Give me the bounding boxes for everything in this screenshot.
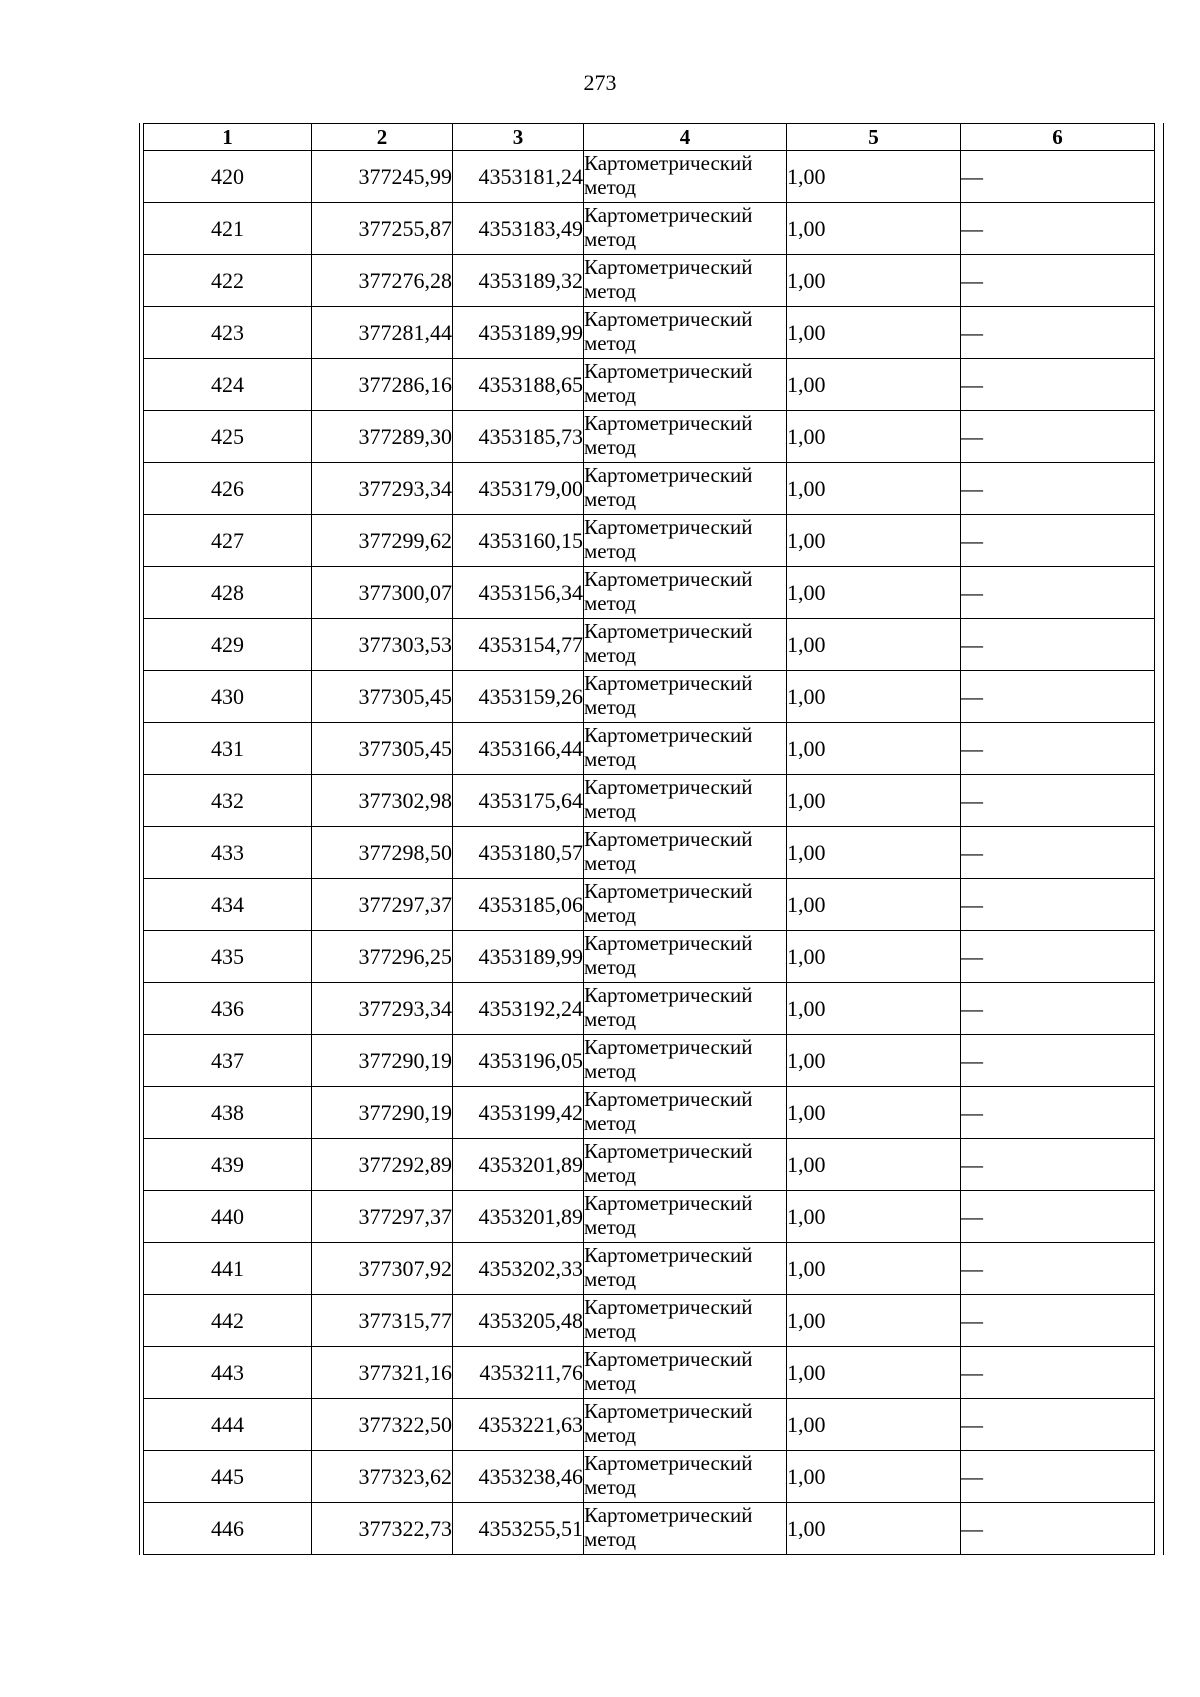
method-text-line: метод [584,643,637,667]
method-text-line: метод [584,851,637,875]
method-text-line: метод [584,1475,637,1499]
point-number-cell: 427 [144,515,312,567]
y-coordinate-cell: 4353192,24 [453,983,584,1035]
method-text-line: метод [584,331,637,355]
table-row [144,1451,1155,1503]
method-cell [584,827,787,879]
method-text-line: метод [584,1267,637,1291]
method-text-line: Картометрический [584,931,753,955]
table-row [144,359,1155,411]
method-cell [584,515,787,567]
method-cell [584,931,787,983]
accuracy-cell: 1,00 [787,359,961,411]
x-coordinate-cell: 377305,45 [312,723,453,775]
point-number-cell: 435 [144,931,312,983]
y-coordinate-cell: 4353189,99 [453,931,584,983]
method-text-line: метод [584,1111,637,1135]
description-cell: — [961,1451,1155,1503]
method-cell [584,1451,787,1503]
y-coordinate-cell: 4353160,15 [453,515,584,567]
method-text-line: Картометрический [584,411,753,435]
y-coordinate-cell: 4353202,33 [453,1243,584,1295]
point-number-cell: 430 [144,671,312,723]
point-number-cell: 439 [144,1139,312,1191]
table-row [144,983,1155,1035]
method-cell [584,359,787,411]
description-cell: — [961,411,1155,463]
method-cell [584,879,787,931]
method-cell [584,255,787,307]
method-text-line: Картометрический [584,359,753,383]
method-text-line: Картометрический [584,671,753,695]
table-header-row [144,124,1155,151]
description-cell: — [961,723,1155,775]
description-cell: — [961,1035,1155,1087]
point-number-cell: 429 [144,619,312,671]
y-coordinate-cell: 4353201,89 [453,1191,584,1243]
table-row [144,619,1155,671]
method-text-line: Картометрический [584,567,753,591]
description-cell: — [961,1087,1155,1139]
method-text-line: Картометрический [584,151,753,175]
table-row [144,307,1155,359]
x-coordinate-cell: 377307,92 [312,1243,453,1295]
method-text-line: метод [584,175,637,199]
y-coordinate-cell: 4353221,63 [453,1399,584,1451]
x-coordinate-cell: 377322,50 [312,1399,453,1451]
accuracy-cell: 1,00 [787,1399,961,1451]
column-header-1: 1 [144,124,312,151]
y-coordinate-cell: 4353181,24 [453,151,584,203]
y-coordinate-cell: 4353205,48 [453,1295,584,1347]
x-coordinate-cell: 377298,50 [312,827,453,879]
y-coordinate-cell: 4353166,44 [453,723,584,775]
method-text-line: метод [584,227,637,251]
method-cell [584,1347,787,1399]
accuracy-cell: 1,00 [787,307,961,359]
method-cell [584,1243,787,1295]
y-coordinate-cell: 4353189,32 [453,255,584,307]
point-number-cell: 423 [144,307,312,359]
x-coordinate-cell: 377286,16 [312,359,453,411]
x-coordinate-cell: 377300,07 [312,567,453,619]
accuracy-cell: 1,00 [787,1347,961,1399]
table-row [144,931,1155,983]
table-row [144,1035,1155,1087]
method-text-line: метод [584,799,637,823]
description-cell: — [961,463,1155,515]
method-text-line: Картометрический [584,1503,753,1527]
x-coordinate-cell: 377323,62 [312,1451,453,1503]
method-text-line: метод [584,435,637,459]
method-cell [584,1399,787,1451]
point-number-cell: 445 [144,1451,312,1503]
point-number-cell: 442 [144,1295,312,1347]
accuracy-cell: 1,00 [787,827,961,879]
method-text-line: Картометрический [584,1347,753,1371]
method-text-line: метод [584,1163,637,1187]
column-header-3: 3 [453,124,584,151]
method-text-line: метод [584,591,637,615]
table-row [144,567,1155,619]
coordinates-table [143,123,1155,1555]
table-row [144,1087,1155,1139]
accuracy-cell: 1,00 [787,671,961,723]
table-row [144,827,1155,879]
x-coordinate-cell: 377293,34 [312,463,453,515]
method-text-line: Картометрический [584,1243,753,1267]
y-coordinate-cell: 4353188,65 [453,359,584,411]
y-coordinate-cell: 4353183,49 [453,203,584,255]
table-row [144,515,1155,567]
table-row [144,723,1155,775]
description-cell: — [961,671,1155,723]
table-row [144,1295,1155,1347]
x-coordinate-cell: 377281,44 [312,307,453,359]
method-text-line: Картометрический [584,879,753,903]
table-row [144,1399,1155,1451]
x-coordinate-cell: 377297,37 [312,879,453,931]
accuracy-cell: 1,00 [787,515,961,567]
x-coordinate-cell: 377245,99 [312,151,453,203]
accuracy-cell: 1,00 [787,983,961,1035]
method-text-line: метод [584,487,637,511]
point-number-cell: 438 [144,1087,312,1139]
description-cell: — [961,827,1155,879]
method-text-line: Картометрический [584,619,753,643]
point-number-cell: 440 [144,1191,312,1243]
method-cell [584,567,787,619]
method-text-line: Картометрический [584,1451,753,1475]
method-text-line: метод [584,1527,637,1551]
description-cell: — [961,567,1155,619]
y-coordinate-cell: 4353156,34 [453,567,584,619]
y-coordinate-cell: 4353179,00 [453,463,584,515]
x-coordinate-cell: 377276,28 [312,255,453,307]
method-text-line: метод [584,1423,637,1447]
x-coordinate-cell: 377297,37 [312,1191,453,1243]
method-cell [584,151,787,203]
y-coordinate-cell: 4353185,06 [453,879,584,931]
point-number-cell: 434 [144,879,312,931]
description-cell: — [961,879,1155,931]
description-cell: — [961,515,1155,567]
method-text-line: Картометрический [584,1295,753,1319]
table-row [144,1347,1155,1399]
method-text-line: метод [584,1371,637,1395]
method-text-line: метод [584,1319,637,1343]
accuracy-cell: 1,00 [787,411,961,463]
table-body [144,151,1155,1555]
description-cell: — [961,1347,1155,1399]
x-coordinate-cell: 377315,77 [312,1295,453,1347]
method-cell [584,1139,787,1191]
y-coordinate-cell: 4353189,99 [453,307,584,359]
accuracy-cell: 1,00 [787,255,961,307]
y-coordinate-cell: 4353196,05 [453,1035,584,1087]
description-cell: — [961,359,1155,411]
description-cell: — [961,255,1155,307]
page-number: 273 [583,70,617,95]
description-cell: — [961,619,1155,671]
accuracy-cell: 1,00 [787,463,961,515]
table-row [144,255,1155,307]
method-text-line: Картометрический [584,463,753,487]
accuracy-cell: 1,00 [787,619,961,671]
y-coordinate-cell: 4353185,73 [453,411,584,463]
accuracy-cell: 1,00 [787,1243,961,1295]
description-cell: — [961,1295,1155,1347]
method-cell [584,671,787,723]
point-number-cell: 426 [144,463,312,515]
accuracy-cell: 1,00 [787,931,961,983]
accuracy-cell: 1,00 [787,1191,961,1243]
y-coordinate-cell: 4353180,57 [453,827,584,879]
column-header-2: 2 [312,124,453,151]
accuracy-cell: 1,00 [787,1451,961,1503]
method-text-line: Картометрический [584,1087,753,1111]
table-row [144,411,1155,463]
method-cell [584,619,787,671]
table-row [144,151,1155,203]
method-text-line: Картометрический [584,1139,753,1163]
method-cell [584,307,787,359]
method-text-line: метод [584,1059,637,1083]
table-row [144,671,1155,723]
accuracy-cell: 1,00 [787,203,961,255]
method-text-line: Картометрический [584,827,753,851]
x-coordinate-cell: 377292,89 [312,1139,453,1191]
method-text-line: Картометрический [584,983,753,1007]
table-row [144,1243,1155,1295]
y-coordinate-cell: 4353154,77 [453,619,584,671]
y-coordinate-cell: 4353159,26 [453,671,584,723]
method-text-line: метод [584,1215,637,1239]
method-cell [584,1295,787,1347]
accuracy-cell: 1,00 [787,1295,961,1347]
method-text-line: Картометрический [584,775,753,799]
x-coordinate-cell: 377290,19 [312,1087,453,1139]
method-text-line: Картометрический [584,515,753,539]
accuracy-cell: 1,00 [787,1035,961,1087]
method-text-line: Картометрический [584,723,753,747]
x-coordinate-cell: 377289,30 [312,411,453,463]
y-coordinate-cell: 4353211,76 [453,1347,584,1399]
method-cell [584,723,787,775]
description-cell: — [961,775,1155,827]
y-coordinate-cell: 4353255,51 [453,1503,584,1555]
method-cell [584,775,787,827]
accuracy-cell: 1,00 [787,1087,961,1139]
point-number-cell: 420 [144,151,312,203]
accuracy-cell: 1,00 [787,567,961,619]
point-number-cell: 424 [144,359,312,411]
description-cell: — [961,1399,1155,1451]
method-text-line: метод [584,695,637,719]
description-cell: — [961,1243,1155,1295]
method-text-line: Картометрический [584,203,753,227]
point-number-cell: 432 [144,775,312,827]
method-cell [584,203,787,255]
point-number-cell: 436 [144,983,312,1035]
y-coordinate-cell: 4353175,64 [453,775,584,827]
accuracy-cell: 1,00 [787,879,961,931]
method-cell [584,983,787,1035]
method-text-line: метод [584,383,637,407]
method-text-line: Картометрический [584,1191,753,1215]
column-header-5: 5 [787,124,961,151]
method-text-line: Картометрический [584,307,753,331]
x-coordinate-cell: 377299,62 [312,515,453,567]
method-cell [584,1191,787,1243]
table-row [144,1503,1155,1555]
table-row [144,1191,1155,1243]
y-coordinate-cell: 4353201,89 [453,1139,584,1191]
accuracy-cell: 1,00 [787,151,961,203]
table-row [144,1139,1155,1191]
x-coordinate-cell: 377305,45 [312,671,453,723]
description-cell: — [961,931,1155,983]
x-coordinate-cell: 377293,34 [312,983,453,1035]
method-text-line: метод [584,1007,637,1031]
x-coordinate-cell: 377321,16 [312,1347,453,1399]
point-number-cell: 441 [144,1243,312,1295]
x-coordinate-cell: 377296,25 [312,931,453,983]
point-number-cell: 422 [144,255,312,307]
table-row [144,203,1155,255]
point-number-cell: 446 [144,1503,312,1555]
method-text-line: метод [584,903,637,927]
method-cell [584,1503,787,1555]
method-cell [584,1035,787,1087]
description-cell: — [961,1503,1155,1555]
description-cell: — [961,1139,1155,1191]
description-cell: — [961,307,1155,359]
x-coordinate-cell: 377302,98 [312,775,453,827]
y-coordinate-cell: 4353238,46 [453,1451,584,1503]
column-header-4: 4 [584,124,787,151]
method-text-line: Картометрический [584,255,753,279]
method-text-line: метод [584,279,637,303]
column-header-6: 6 [961,124,1155,151]
point-number-cell: 425 [144,411,312,463]
point-number-cell: 437 [144,1035,312,1087]
description-cell: — [961,1191,1155,1243]
method-text-line: Картометрический [584,1399,753,1423]
x-coordinate-cell: 377290,19 [312,1035,453,1087]
accuracy-cell: 1,00 [787,1139,961,1191]
point-number-cell: 433 [144,827,312,879]
x-coordinate-cell: 377303,53 [312,619,453,671]
method-text-line: метод [584,747,637,771]
description-cell: — [961,151,1155,203]
table-row [144,463,1155,515]
point-number-cell: 428 [144,567,312,619]
point-number-cell: 431 [144,723,312,775]
method-text-line: Картометрический [584,1035,753,1059]
table-row [144,775,1155,827]
point-number-cell: 444 [144,1399,312,1451]
method-cell [584,463,787,515]
y-coordinate-cell: 4353199,42 [453,1087,584,1139]
table-row [144,879,1155,931]
coordinates-table-frame [139,123,1164,1555]
method-cell [584,1087,787,1139]
x-coordinate-cell: 377322,73 [312,1503,453,1555]
method-text-line: метод [584,539,637,563]
description-cell: — [961,203,1155,255]
method-text-line: метод [584,955,637,979]
accuracy-cell: 1,00 [787,1503,961,1555]
x-coordinate-cell: 377255,87 [312,203,453,255]
description-cell: — [961,983,1155,1035]
method-cell [584,411,787,463]
point-number-cell: 421 [144,203,312,255]
point-number-cell: 443 [144,1347,312,1399]
accuracy-cell: 1,00 [787,723,961,775]
accuracy-cell: 1,00 [787,775,961,827]
